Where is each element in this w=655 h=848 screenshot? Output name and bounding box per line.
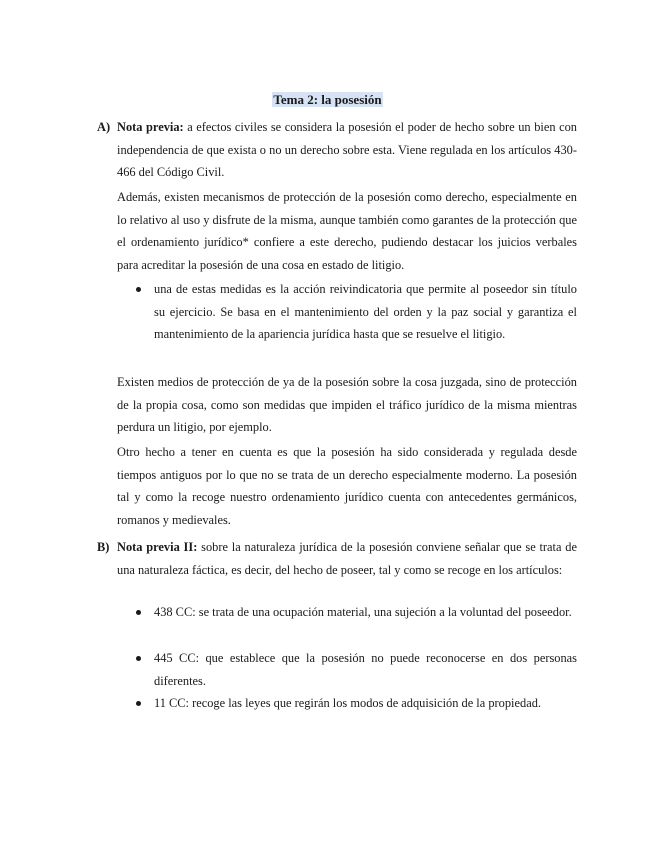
section-a-marker: A) (97, 120, 111, 134)
section-b-bullet-3: 11 CC: recoge las leyes que regirán los modos de adquisición de la propiedad. (154, 696, 541, 710)
section-a-paragraph-4: Otro hecho a tener en cuenta es que la posesión ha sido considerada y regulada desde tiempos antiguos por lo que no se trata de un derecho especialmente moderno. La posesión tal y como la recoge nuestro ordenamiento jurídico cuenta con antecedentes germánicos, romanos y medievales. (117, 445, 577, 527)
section-a-heading: Nota previa: (117, 120, 184, 134)
section-b-intro: Nota previa II: sobre la naturaleza jurídica de la posesión conviene señalar que se trata de una naturaleza fáctica, es decir, del hecho de poseer, tal y como se recoge en los artículos: (117, 540, 577, 577)
section-b-marker: B) (97, 540, 110, 554)
bullet-dot (136, 656, 141, 661)
section-a-paragraph-2: Además, existen mecanismos de protección de la posesión como derecho, especialmente en lo relativo al uso y disfrute de la misma, aunque también como garantes de la protección que el ordenamiento jurídico* confiere a este derecho, pudiendo destacar los juicios verbales para acreditar la posesión de una cosa en estado de litigio. (117, 190, 577, 272)
bullet-dot (136, 287, 141, 292)
section-b-bullet-1: 438 CC: se trata de una ocupación material, una sujeción a la voluntad del poseedor. (154, 605, 572, 619)
section-a-bullet-1: una de estas medidas es la acción reivindicatoria que permite al poseedor sin título su ejercicio. Se basa en el mantenimiento del orden y la paz social y garantiza el mantenimiento de la apariencia jurídica hasta que se resuelve el litigio. (154, 282, 577, 342)
bullet-dot (136, 701, 141, 706)
page-title: Tema 2: la posesión (273, 92, 382, 107)
section-a-intro: Nota previa: a efectos civiles se considera la posesión el poder de hecho sobre un bien con independencia de que exista o no un derecho sobre esta. Viene regulada en los artículos 430-466 del Código Civil. (117, 120, 577, 180)
section-b-bullet-2: 445 CC: que establece que la posesión no puede reconocerse en dos personas diferentes. (154, 651, 577, 688)
section-a-paragraph-3: Existen medios de protección de ya de la posesión sobre la cosa juzgada, sino de protección de la propia cosa, como son medidas que impiden el tráfico jurídico de la misma mientras perdura un litigio, por ejemplo. (117, 375, 577, 435)
bullet-dot (136, 610, 141, 615)
section-b-heading: Nota previa II: (117, 540, 198, 554)
